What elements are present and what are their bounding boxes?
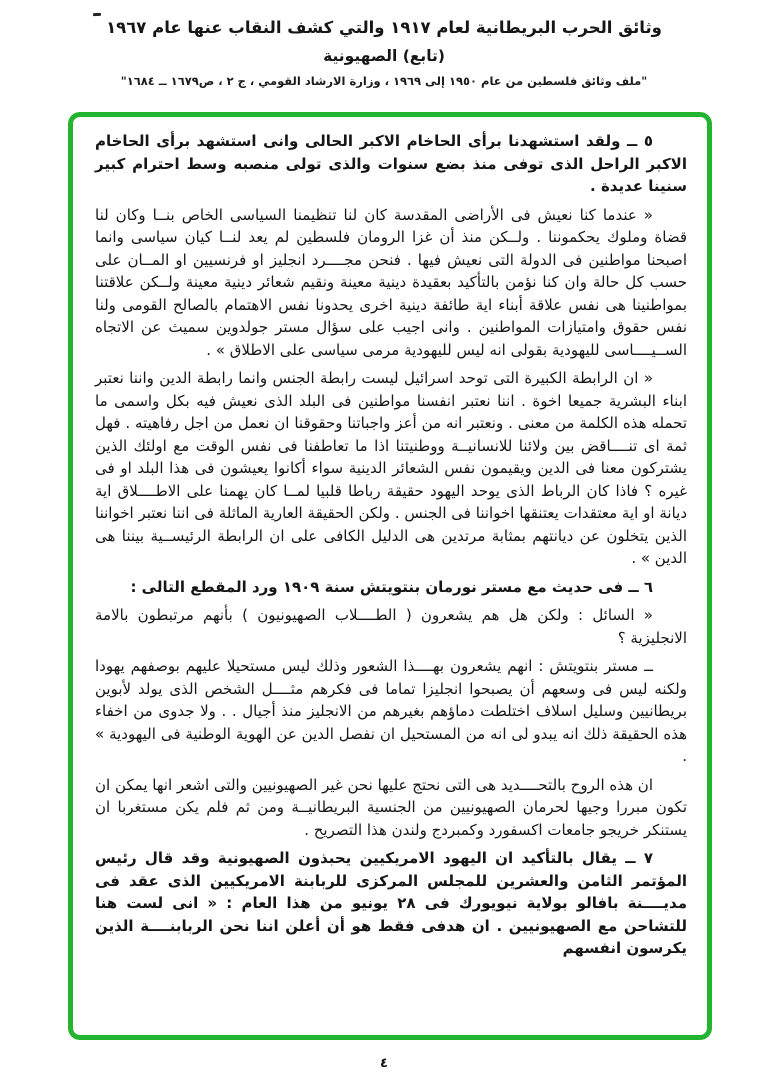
scan-artifact-dash xyxy=(93,13,101,16)
green-frame xyxy=(68,112,712,1040)
paragraph-quote-great-bond: « ان الرابطة الكبيرة التى توحد اسرائيل ليست رابطة الجنس وانما رابطة الدين واننا نعتبر ابناء البشرية جميعا اخوة . اننا نعتبر انفسنا مواطنين فى البلد الذى نعيش فيه بكل واسمى ما تحمله هذه الكلمة من معنى . ونعتبر انه من أعز واجباتنا وحقوقنا ان نعمل من اجل رفاهيته . فهل ثمة اى تنــــاقض بين ولائنا للانسانيــة ووطنيتنا اذا ما تعاطفنا فى نفس الوقت مع اولئك الذين يشتركون معنا فى الدين ويقيمون نفس الشعائر الدينية سواء أكانوا يعيشون فى هذا البلد او فى غيره ؟ فاذا كان الرباط الذى يوحد اليهود حقيقة رباطا قلبيا لمــا كان يهمنا على الاطــــلاق اية ديانة او اية معتقدات يعتنقها اخواننا فى الجنس . ولكن الحقيقة العارية الماثلة فى اننا نعتبر اخواننا الذين يتخلون عن ديانتهم بمثابة مرتدين هى الدليل الكافى على ان الرابطة الرئيســية بيننا هى الدين » . xyxy=(95,369,687,567)
paragraph-commentary: ان هذه الروح بالتحــــديد هى التى نحتج عليها نحن غير الصهيونيين والتى اشعر انها يمكن ان تكون مبررا وجيها لحرمان الصهيونيين من الجنسية البريطانيــة ومن ثم فلم يكن مستغربا ان يستنكر خريجو جامعات اكسفورد وكمبردج ولندن هذا التصريح . xyxy=(95,775,687,839)
document-title: وثائق الحرب البريطانية لعام ١٩١٧ والتي كشف النقاب عنها عام ١٩٦٧ xyxy=(106,18,662,37)
paragraph-quote-holy-land: « عندما كنا نعيش فى الأراضى المقدسة كان لنا تنظيمنا السياسى الخاص بنــا وكان لنا قضاة وملوك يحكموننا . ولــكن منذ أن غزا الرومان فلسطين لم يعد لنــا كيان سياسى وانما اصبحنا مواطنين فى الدولة التى نعيش فيها . فنحن مجــــرد انجليز او فرنسيين او المــان على حسب كل حالة وان كنا نؤمن بالتأكيد بعقيدة دينية معينة ونقيم شعائر دينية معينة ولــكن علاقتنا بمواطنينا هى نفس علاقة أبناء اية طائفة دينية اخرى يحدونا نفس الاهتمام بالصالح القومى ولنا نفس حقوق وامتيازات المواطنين . وانى اجيب على سؤال مستر جولدوين سميث عن الاتجاه الســيــــاسى لليهودية بقولى انه ليس لليهودية مرمى سياسى على الاطلاق » . xyxy=(95,205,687,359)
paragraph-6: ٦ ــ فى حديث مع مستر نورمان بنتويتش سنة ١٩٠٩ ورد المقطع التالى : xyxy=(130,577,653,596)
paragraph-questioner: « السائل : ولكن هل هم يشعرون ( الطــــلاب الصهيونيون ) بأنهم مرتبطون بالامة الانجليزية ؟ xyxy=(95,606,687,647)
document-body-text xyxy=(73,117,707,976)
source-citation: "ملف وثائق فلسطين من عام ١٩٥٠ إلى ١٩٦٩ ، وزارة الارشاد القومي ، ج ٢ ، ص١٦٧٩ ــ ١٦٨٤" xyxy=(120,74,648,88)
paragraph-7: ٧ ــ يقال بالتأكيد ان اليهود الامريكيين يحبذون الصهيونية وقد قال رئيس المؤتمر الثامن والعشرين للمجلس المركزى للربابنة الامريكيين الذى عقد فى مديــــنة بافالو بولاية نيويورك فى ٢٨ يونيو من هذا العام : « انى لست هنا للتشاحن مع الصهيونيين . ان هدفى فقط هو أن أعلن اننا نحن الربابنــــة الذين يكرسون انفسهم xyxy=(95,849,687,957)
document-header xyxy=(0,18,768,88)
page-number: ٤ xyxy=(380,1056,388,1071)
document-subtitle: (تابع) الصهيونية xyxy=(323,47,445,65)
paragraph-bentwich-answer: ــ مستر بنتويتش : انهم يشعرون بهــــذا الشعور وذلك ليس مستحيلا عليهم بوصفهم يهودا ولكنه ليس فى وسعهم أن يصبحوا انجليزا تماما فى فكرهم مثــــل الشخص الذى يولد لأبوين بريطانيين وسليل اسلاف اختلطت دماؤهم بغيرهم من الانجليز منذ أجيال . . ولا جدوى من اخفاء هذه الحقيقة ذلك انه يبدو لى انه من المستحيل ان نفصل الدين عن الهوية الوطنية فى اليهودية » . xyxy=(95,657,687,765)
paragraph-5: ٥ ــ ولقد استشهدنا برأى الحاخام الاكبر الحالى وانى استشهد برأى الحاخام الاكبر الراحل الذى توفى منذ بضع سنوات والذى تولى منصبه وسط احترام كبير سنينا عديدة . xyxy=(95,132,687,195)
